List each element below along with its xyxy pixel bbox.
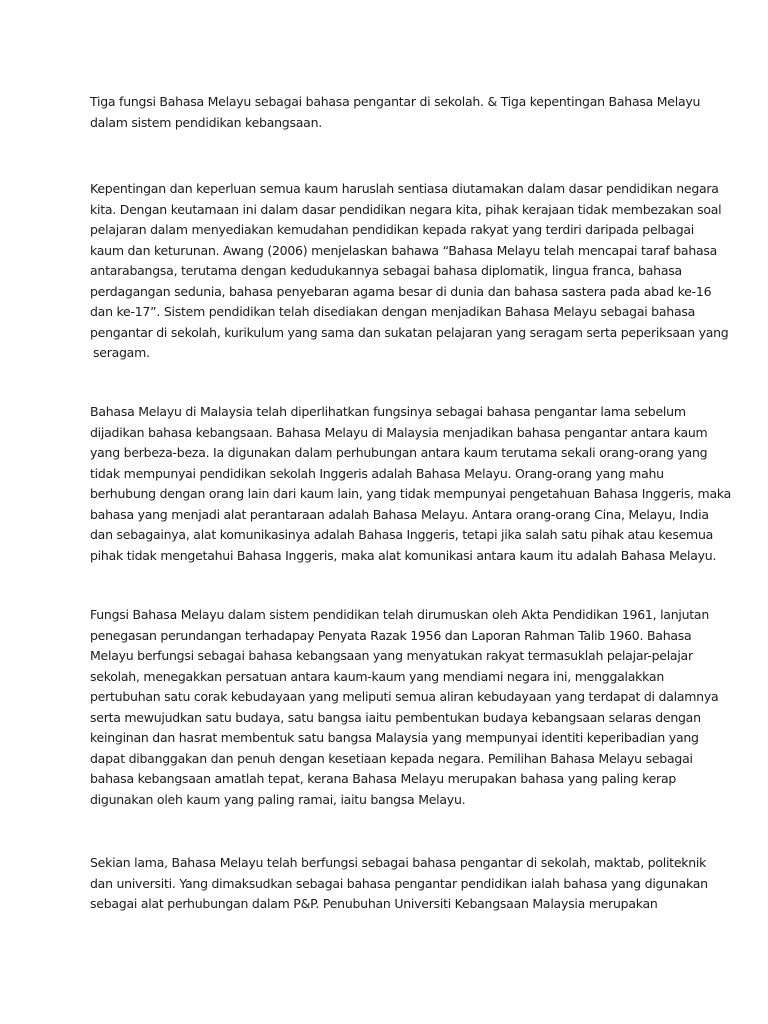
- text-line: kita. Dengan keutamaan ini dalam dasar pendidikan negara kita, pihak kerajaan tidak membezakan soal: [90, 201, 722, 217]
- text-line: digunakan oleh kaum yang paling ramai, iaitu bangsa Melayu.: [90, 791, 466, 807]
- text-line: Sekian lama, Bahasa Melayu telah berfungsi sebagai bahasa pengantar di sekolah, maktab, politeknik: [90, 855, 707, 870]
- text-line: bahasa kebangsaan amatlah tepat, kerana Bahasa Melayu merupakan bahasa yang paling kerap: [90, 771, 677, 786]
- text-line: dan universiti. Yang dimaksudkan sebagai bahasa pengantar pendidikan ialah bahasa yang digunakan: [90, 875, 708, 891]
- text-line: Melayu berfungsi sebagai bahasa kebangsaan yang menyatukan rakyat termasuklah pelajar-pelajar: [90, 648, 693, 663]
- text-line: Tiga fungsi Bahasa Melayu sebagai bahasa pengantar di sekolah. & Tiga kepentingan Bahasa Melayu: [90, 94, 701, 109]
- text-line: perdagangan sedunia, bahasa penyebaran agama besar di dunia dan bahasa sastera pada abad ke-16: [90, 283, 712, 299]
- text-line: dan sebagainya, alat komunikasinya adalah Bahasa Inggeris, tetapi jika salah satu pihak atau kesemua: [90, 527, 714, 542]
- text-line: berhubung dengan orang lain dari kaum lain, yang tidak mempunyai pengetahuan Bahasa Inggeris, maka: [90, 486, 732, 501]
- paragraph-fungsi-lama: [90, 402, 732, 566]
- text-line: Kepentingan dan keperluan semua kaum haruslah sentiasa diutamakan dalam dasar pendidikan negara: [90, 181, 719, 196]
- text-line: Bahasa Melayu di Malaysia telah diperlihatkan fungsinya sebagai bahasa pengantar lama sebelum: [90, 404, 686, 419]
- text-line: dijadikan bahasa kebangsaan. Bahasa Melayu di Malaysia menjadikan bahasa pengantar antara kaum: [90, 424, 708, 440]
- paragraph-kepentingan: [90, 179, 729, 364]
- text-line: seragam.: [93, 345, 150, 360]
- text-line: penegasan perundangan terhadapay Penyata Razak 1956 dan Laporan Rahman Talib 1960. Bahasa: [90, 627, 692, 643]
- text-line: yang berbeza-beza. Ia digunakan dalam perhubungan antara kaum terutama sekali orang-orang yang: [90, 445, 708, 460]
- text-line: antarabangsa, terutama dengan kedudukannya sebagai bahasa diplomatik, lingua franca, bahasa: [90, 263, 682, 278]
- text-line: sebagai alat perhubungan dalam P&P. Penubuhan Universiti Kebangsaan Malaysia merupakan: [90, 896, 658, 911]
- text-line: pihak tidak mengetahui Bahasa Inggeris, maka alat komunikasi antara kaum itu adalah Bahasa Melayu.: [90, 547, 717, 563]
- text-line: keinginan dan hasrat membentuk satu bangsa Malaysia yang mempunyai identiti keperibadian yang: [90, 730, 699, 745]
- text-line: dalam sistem pendidikan kebangsaan.: [90, 114, 322, 130]
- text-line: sekolah, menegakkan persatuan antara kaum-kaum yang mendiami negara ini, menggalakkan: [90, 668, 665, 684]
- text-line: pengantar di sekolah, kurikulum yang sama dan sukatan pelajaran yang seragam serta peperiksaan yang: [90, 324, 729, 340]
- paragraph-akta-pendidikan: [90, 605, 719, 810]
- document-title: [90, 92, 701, 133]
- text-line: kaum dan keturunan. Awang (2006) menjelaskan bahawa “Bahasa Melayu telah mencapai taraf bahasa: [90, 242, 718, 258]
- text-line: dapat dibanggakan dan penuh dengan kesetiaan kepada negara. Pemilihan Bahasa Melayu sebagai: [90, 750, 693, 766]
- text-line: pertubuhan satu corak kebudayaan yang meliputi semua aliran kebudayaan yang terdapat di dalamnya: [90, 689, 719, 704]
- text-line: bahasa yang menjadi alat perantaraan adalah Bahasa Melayu. Antara orang-orang Cina, Melayu, India: [90, 506, 709, 522]
- text-line: serta mewujudkan satu budaya, satu bangsa iaitu pembentukan budaya kebangsaan selaras dengan: [90, 709, 701, 725]
- text-line: Fungsi Bahasa Melayu dalam sistem pendidikan telah dirumuskan oleh Akta Pendidikan 1961, lanjutan: [90, 607, 710, 622]
- text-line: dan ke-17”. Sistem pendidikan telah disediakan dengan menjadikan Bahasa Melayu sebagai bahasa: [90, 304, 696, 319]
- paragraph-sekian-lama: [90, 853, 708, 915]
- text-line: pelajaran dalam menyediakan kemudahan pendidikan kepada rakyat yang terdiri daripada pelbagai: [90, 222, 695, 237]
- text-line: tidak mempunyai pendidikan sekolah Inggeris adalah Bahasa Melayu. Orang-orang yang mahu: [90, 465, 664, 481]
